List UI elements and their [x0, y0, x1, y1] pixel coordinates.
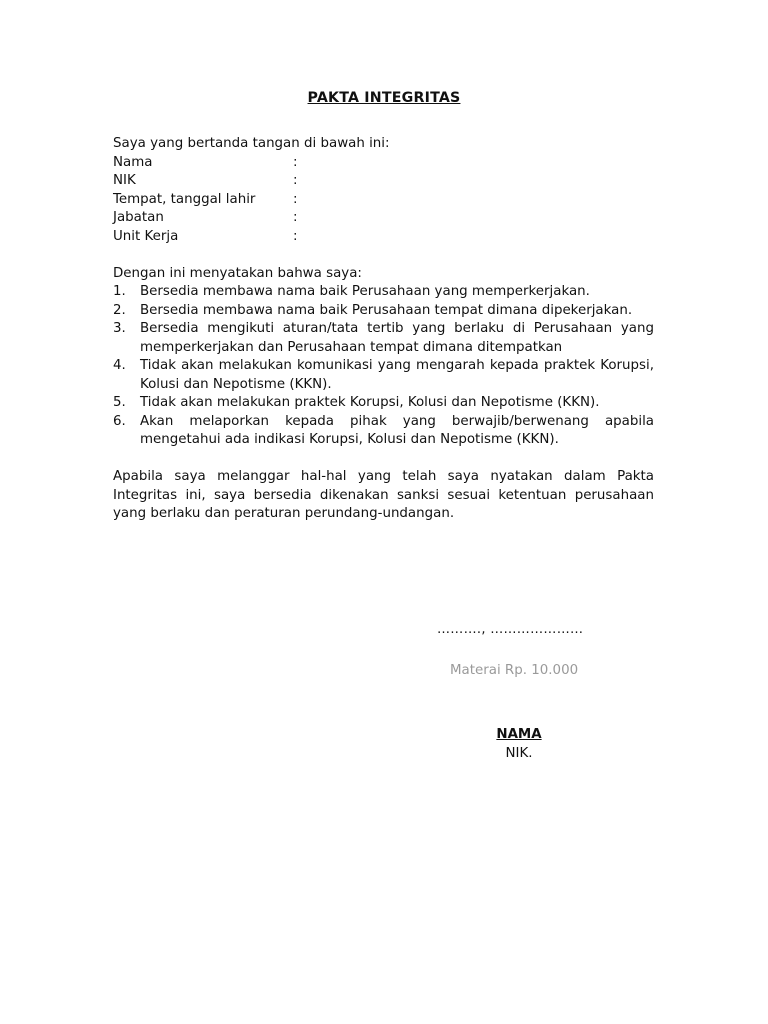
list-item [113, 357, 654, 394]
place-date-line: ………., ………………… [437, 622, 584, 637]
field-row-unit [113, 228, 654, 247]
list-number: 4. [113, 358, 126, 373]
field-colon: : [293, 210, 298, 225]
statement-intro: Dengan ini menyatakan bahwa saya: [113, 265, 362, 281]
list-number: 1. [113, 284, 126, 299]
list-item [113, 302, 654, 321]
field-row-birth [113, 191, 654, 210]
signatory-name: NAMA [496, 727, 542, 742]
signatory-nik: NIK. [505, 746, 533, 761]
document-body [113, 135, 654, 524]
field-colon: : [293, 154, 298, 170]
field-row-nik [113, 172, 654, 191]
field-colon: : [293, 228, 298, 244]
list-text: Akan melaporkan kepada pihak yang berwajib/berwenang apabila mengetahui ada indikasi Korupsi, Kolusi dan Nepotisme (KKN). [140, 413, 654, 447]
spacer [113, 450, 654, 469]
document-title: PAKTA INTEGRITAS [307, 90, 461, 106]
statement-list [113, 283, 654, 450]
field-row-nama [113, 154, 654, 173]
list-item [113, 283, 654, 302]
list-item [113, 413, 654, 450]
field-label: NIK [113, 173, 136, 188]
field-label: Jabatan [113, 210, 164, 225]
field-label: Nama [113, 154, 153, 170]
list-number: 2. [113, 302, 126, 318]
list-item [113, 394, 654, 413]
list-number: 3. [113, 321, 126, 336]
field-label: Tempat, tanggal lahir [113, 191, 256, 207]
list-text: Tidak akan melakukan komunikasi yang mengarah kepada praktek Korupsi, Kolusi dan Nepotisme (KKN). [140, 358, 654, 392]
list-text: Bersedia mengikuti aturan/tata tertib yang berlaku di Perusahaan yang memperkerjakan dan Perusahaan tempat dimana ditempatkan [140, 321, 654, 355]
list-text: Bersedia membawa nama baik Perusahaan tempat dimana dipekerjakan. [140, 302, 633, 318]
field-colon: : [293, 173, 298, 188]
field-label: Unit Kerja [113, 228, 179, 244]
spacer [113, 246, 654, 265]
stamp-note: Materai Rp. 10.000 [450, 663, 579, 678]
list-item [113, 320, 654, 357]
list-number: 5. [113, 395, 126, 410]
field-row-jabatan [113, 209, 654, 228]
list-text: Tidak akan melakukan praktek Korupsi, Kolusi dan Nepotisme (KKN). [140, 395, 600, 410]
field-colon: : [293, 191, 298, 207]
list-number: 6. [113, 413, 126, 429]
closing-paragraph: Apabila saya melanggar hal-hal yang telah saya nyatakan dalam Pakta Integritas ini, saya bersedia dikenakan sanksi sesuai ketentuan perusahaan yang berlaku dan peraturan perundang-undangan. [113, 469, 654, 521]
list-text: Bersedia membawa nama baik Perusahaan yang memperkerjakan. [140, 284, 590, 299]
intro-text: Saya yang bertanda tangan di bawah ini: [113, 136, 390, 151]
identity-fields [113, 154, 654, 247]
